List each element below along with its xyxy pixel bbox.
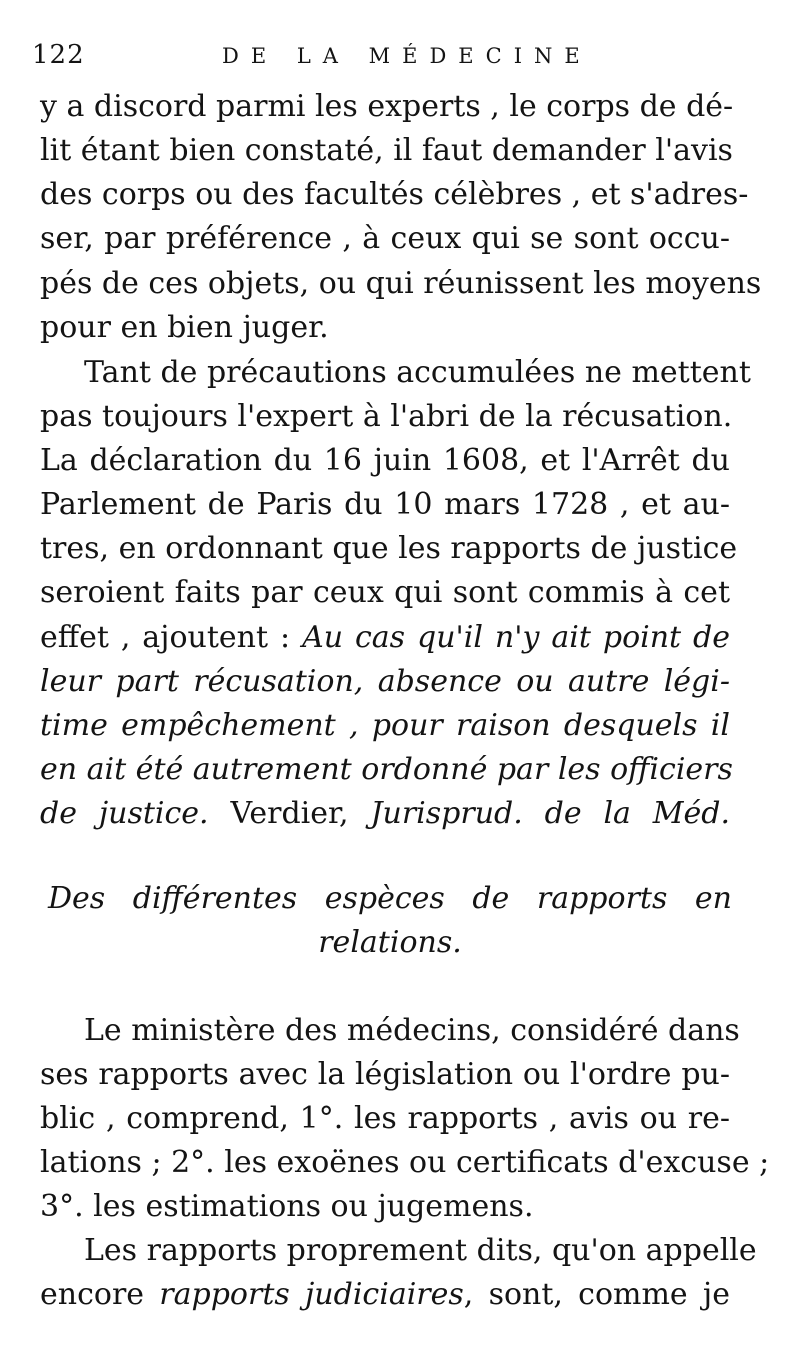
text-line	[40, 1274, 730, 1316]
text-line: 3°. les estimations ou jugemens.	[40, 1189, 534, 1224]
text-line: La déclaration du 16 juin 1608, et l'Arrêt du	[40, 443, 730, 478]
page-number: 122	[32, 40, 85, 70]
text-line: lations ; 2°. les exoënes ou certificats d'excuse ;	[40, 1145, 770, 1180]
text-line: Tant de précautions accumulées ne mettent	[84, 355, 751, 390]
text-line	[40, 705, 730, 747]
text-line: lit étant bien constaté, il faut demander l'avis	[40, 133, 733, 168]
running-head: DE LA MÉDECINE	[222, 44, 592, 68]
quotation-text: de justice.	[40, 796, 209, 831]
text-line: des corps ou des facultés célèbres , et s'adres-	[40, 177, 749, 212]
text-line: tres, en ordonnant que les rapports de justice	[40, 531, 738, 566]
text-line	[40, 793, 730, 835]
roman-text: Verdier,	[208, 796, 371, 831]
page-header	[32, 40, 752, 80]
text-line: seroient faits par ceux qui sont commis à cet	[40, 575, 730, 610]
roman-text: encore	[40, 1277, 160, 1312]
italic-term: rapports judiciaires	[159, 1277, 464, 1312]
text-line: Le ministère des médecins, considéré dans	[84, 1013, 740, 1048]
quotation-text: time empêchement , pour raison desquels il	[40, 708, 730, 743]
citation-text: Jurisprud. de la Méd.	[370, 796, 730, 831]
section-heading: Des différentes espèces de rapports en	[48, 881, 732, 916]
quotation-text: en ait été autrement ordonné par les officiers	[40, 752, 733, 787]
quotation-text: Au cas qu'il n'y ait point de	[302, 620, 731, 655]
text-line: Parlement de Paris du 10 mars 1728 , et au-	[40, 487, 730, 522]
roman-text: effet , ajoutent :	[40, 620, 303, 655]
text-line	[40, 749, 733, 791]
text-line: pés de ces objets, ou qui réunissent les moyens	[40, 266, 762, 301]
roman-text: , sont, comme je	[463, 1277, 730, 1312]
text-line	[40, 661, 730, 703]
text-line: y a discord parmi les experts , le corps de dé-	[40, 89, 734, 124]
text-line: Les rapports proprement dits, qu'on appelle	[84, 1233, 757, 1268]
text-line: ses rapports avec la législation ou l'ordre pu-	[40, 1057, 730, 1092]
text-line: pour en bien juger.	[40, 310, 329, 345]
quotation-text: leur part récusation, absence ou autre légi-	[40, 664, 730, 699]
text-line: blic , comprend, 1°. les rapports , avis ou re-	[40, 1101, 730, 1136]
text-line: ser, par préférence , à ceux qui se sont occu-	[40, 221, 730, 256]
text-line	[40, 617, 730, 659]
text-line: pas toujours l'expert à l'abri de la récusation.	[40, 399, 733, 434]
section-heading-continued: relations.	[318, 925, 462, 960]
